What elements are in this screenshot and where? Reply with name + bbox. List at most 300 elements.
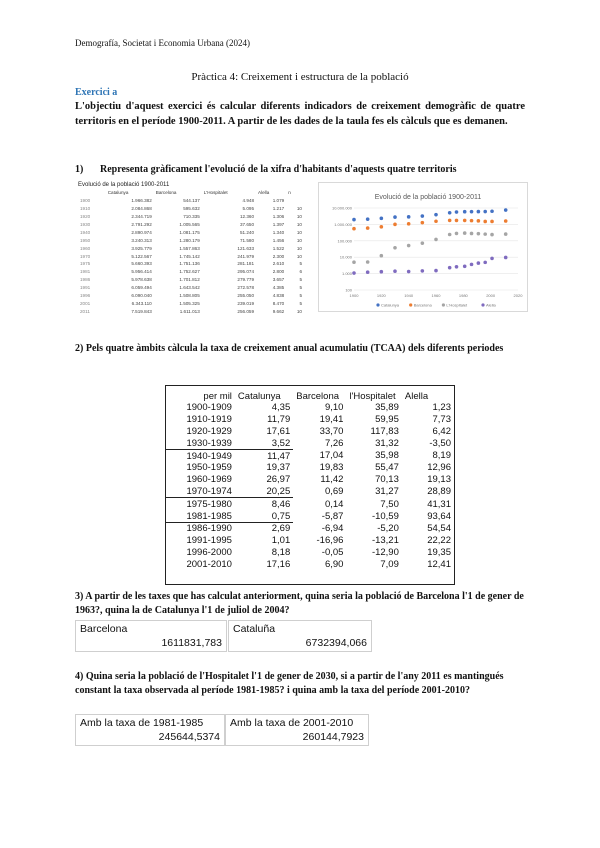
population-table-cell: 1.217 <box>272 206 285 212</box>
population-table-cell: 10 <box>296 245 302 251</box>
chart-point-barcelona <box>421 221 425 225</box>
population-table-cell: 5.978.638 <box>131 277 152 283</box>
population-table-cell: 1991 <box>80 285 91 291</box>
chart-point-barcelona <box>380 225 384 229</box>
result-catalunya-value: 6732394,066 <box>305 637 367 649</box>
tcaa-value-cell: 26,97 <box>266 474 291 486</box>
population-table-cell: 595.632 <box>183 206 200 212</box>
chart-point-lhospitalet <box>483 232 487 236</box>
chart-point-alella <box>393 269 397 273</box>
population-table-cell: 6 <box>299 269 302 275</box>
population-table-cell: 239.019 <box>237 300 255 306</box>
tcaa-value-cell: 11,42 <box>320 474 344 486</box>
population-table-cell: 1.966.382 <box>131 198 152 204</box>
tcaa-value-cell: 33,70 <box>319 425 344 437</box>
population-table-cell: 279.779 <box>237 277 255 283</box>
tcaa-period-cell: 1930-1939 <box>166 437 235 449</box>
chart-xtick-label: 2000 <box>486 293 496 298</box>
result-barcelona-label: Barcelona <box>80 623 128 635</box>
population-table-cell: 5 <box>299 261 302 267</box>
tcaa-value-cell: 17,61 <box>266 425 291 437</box>
tcaa-header-alella: Alella <box>404 390 429 402</box>
population-table-cell: 6.090.040 <box>131 293 152 299</box>
tcaa-value-cell: 12,41 <box>427 558 451 570</box>
chart-point-alella <box>366 270 370 274</box>
result-rate-2001-box <box>225 714 369 746</box>
document-header: Demografía, Societat i Economia Urbana (2024) <box>75 38 250 48</box>
tcaa-period-cell: 1940-1949 <box>186 450 232 462</box>
tcaa-value-cell: 11,79 <box>267 414 291 426</box>
population-table-header: Alella <box>258 190 270 196</box>
population-table-row <box>78 213 304 221</box>
population-table-cell: 1975 <box>80 261 91 267</box>
population-table-cell: 1.557.863 <box>179 245 200 251</box>
tcaa-value-cell: 1,23 <box>432 402 451 414</box>
population-chart <box>318 182 528 312</box>
tcaa-value-cell: 93,64 <box>427 510 451 522</box>
population-table-cell: 1930 <box>80 222 91 227</box>
population-table-cell: 2.791.292 <box>131 222 152 227</box>
tcaa-value-cell: -5,20 <box>377 523 399 535</box>
chart-point-alella <box>407 270 411 274</box>
population-table-cell: 5.956.414 <box>131 269 152 275</box>
chart-xtick-label: 1940 <box>404 293 414 298</box>
population-table-cell: 1.456 <box>272 237 285 243</box>
tcaa-value-cell: 0,75 <box>235 510 293 522</box>
tcaa-period-cell: 1981-1985 <box>166 510 235 522</box>
result-rate-2001-value: 260144,7923 <box>302 731 364 743</box>
tcaa-value-cell: 8,18 <box>271 546 291 558</box>
population-table-cell: 9.662 <box>272 308 285 314</box>
population-table-cell: 71.580 <box>239 237 255 243</box>
chart-point-catalunya <box>421 214 425 218</box>
chart-point-alella <box>380 270 384 274</box>
population-table-cell: 1920 <box>80 214 91 220</box>
tcaa-value-cell: 28,89 <box>427 486 451 498</box>
chart-point-barcelona <box>483 220 487 224</box>
tcaa-value-cell: 2,69 <box>271 523 291 535</box>
population-table-cell: 51.240 <box>239 229 255 235</box>
chart-xtick-label: 1900 <box>349 293 359 298</box>
population-table-cell: 3.657 <box>272 277 285 283</box>
population-table-cell: 1900 <box>80 198 91 204</box>
question-2-text: 2) Pels quatre àmbits càlcula la taxa de creixement anual acumulatiu (TCAA) dels diferents periodes <box>75 343 504 354</box>
tcaa-value-cell: 7,09 <box>380 558 399 570</box>
tcaa-table-row <box>166 474 454 486</box>
population-table-cell: 2.300 <box>272 253 285 259</box>
result-rate-2001-label: Amb la taxa de 2001-2010 <box>230 717 354 729</box>
population-table-header <box>78 189 106 197</box>
tcaa-period-cell: 1960-1969 <box>186 474 232 486</box>
population-table-cell: 2.800 <box>272 269 285 275</box>
tcaa-table-row <box>166 426 454 438</box>
chart-point-alella <box>463 264 467 268</box>
tcaa-header-barcelona: Barcelona <box>296 390 340 402</box>
chart-xtick-label: 1960 <box>431 293 441 298</box>
population-table-cell: 1.752.627 <box>179 269 200 275</box>
chart-legend-label: Alella <box>486 302 496 308</box>
population-table-cell: 5 <box>299 277 302 283</box>
chart-point-alella <box>490 257 494 261</box>
chart-point-barcelona <box>504 219 508 223</box>
tcaa-value-cell: 54,54 <box>427 523 451 535</box>
population-table-cell: 8.470 <box>272 300 285 306</box>
population-table-cell: 5 <box>299 300 302 306</box>
population-table-cell: 1.081.175 <box>179 229 200 235</box>
population-table-row <box>78 260 304 268</box>
chart-point-catalunya <box>477 210 481 214</box>
chart-point-lhospitalet <box>455 232 459 236</box>
population-table-cell: 2011 <box>80 308 90 314</box>
population-table-row <box>78 307 304 315</box>
population-table-cell: 1960 <box>80 245 91 251</box>
chart-point-catalunya <box>380 217 384 221</box>
population-table-header-row <box>78 189 304 197</box>
chart-ytick-label: 1.000.000 <box>334 221 352 227</box>
chart-point-catalunya <box>463 210 467 214</box>
tcaa-table-row <box>166 414 454 426</box>
chart-point-catalunya <box>504 208 508 212</box>
population-table-cell: 4.385 <box>272 285 285 291</box>
chart-point-lhospitalet <box>393 246 397 250</box>
population-table-row <box>78 284 304 292</box>
chart-point-catalunya <box>393 215 397 219</box>
tcaa-table-row <box>166 547 454 559</box>
tcaa-period-cell: 1986-1990 <box>186 523 232 535</box>
tcaa-value-cell: -3,50 <box>429 438 451 450</box>
chart-legend-marker <box>376 303 379 306</box>
chart-point-barcelona <box>455 219 459 223</box>
tcaa-table-row <box>166 450 454 462</box>
result-rate-1981-box <box>75 714 225 746</box>
population-table-cell: 1.397 <box>272 222 285 227</box>
population-table-cell: 1986 <box>80 277 91 283</box>
tcaa-period-cell: 1900-1909 <box>186 402 232 414</box>
chart-xtick-label: 1980 <box>458 293 468 298</box>
population-table-cell: 3.925.779 <box>131 245 152 251</box>
question-1-text: Representa gràficament l'evolució de la xifra d'habitants d'aquests quatre territoris <box>100 164 457 175</box>
chart-legend-marker <box>481 303 484 306</box>
population-table-cell: 710.335 <box>183 214 200 220</box>
tcaa-period-cell: 2001-2010 <box>186 558 232 570</box>
tcaa-value-cell: 19,35 <box>427 546 451 558</box>
tcaa-value-cell: 17,04 <box>319 450 344 462</box>
population-table-header: Catalunya <box>107 190 129 196</box>
population-table-cell: 7.519.843 <box>131 308 152 314</box>
tcaa-value-cell: 6,42 <box>432 425 451 437</box>
population-table-cell: 5.095 <box>242 206 255 212</box>
chart-point-catalunya <box>455 210 459 214</box>
chart-point-barcelona <box>366 226 370 230</box>
tcaa-period-cell: 1920-1929 <box>186 425 232 437</box>
population-table-cell <box>286 197 304 205</box>
chart-legend-marker <box>442 303 445 306</box>
population-table-cell: 10 <box>296 222 302 227</box>
population-table-cell: 1.505.325 <box>179 300 200 306</box>
chart-point-lhospitalet <box>504 232 508 236</box>
tcaa-value-cell: 1,01 <box>271 535 291 547</box>
tcaa-period-cell: 1975-1980 <box>186 498 232 510</box>
tcaa-table-row <box>166 510 454 522</box>
population-table-body <box>78 197 304 315</box>
chart-legend-label: L'Hospitalet <box>446 302 468 308</box>
population-table-cell: 4.948 <box>242 198 255 204</box>
chart-point-catalunya <box>407 215 411 219</box>
tcaa-value-cell: 8,19 <box>432 450 451 462</box>
population-table-cell: 1996 <box>80 293 91 299</box>
population-table-cell: 272.578 <box>237 285 255 291</box>
population-table-cell: 5.660.393 <box>131 261 152 267</box>
tcaa-value-cell: 12,96 <box>427 462 451 474</box>
population-table-cell: 12.360 <box>239 214 255 220</box>
tcaa-table-row <box>166 558 454 570</box>
tcaa-table-row <box>166 522 454 534</box>
population-table-cell: 1970 <box>80 253 91 259</box>
tcaa-period-cell: 1950-1959 <box>186 462 232 474</box>
population-table-cell: 10 <box>296 214 302 220</box>
chart-ytick-label: 1.000 <box>341 271 352 277</box>
result-catalunya-label: Cataluña <box>233 623 276 635</box>
tcaa-value-cell: 7,50 <box>380 498 399 510</box>
chart-point-catalunya <box>470 210 474 214</box>
tcaa-value-cell: 8,46 <box>271 498 291 510</box>
tcaa-value-cell: 22,22 <box>427 535 451 547</box>
tcaa-value-cell: -16,96 <box>316 535 344 547</box>
population-table-header: Barcelona <box>155 190 177 196</box>
practice-title: Pràctica 4: Creixement i estructura de la població <box>191 71 409 83</box>
chart-ytick-label: 100 <box>345 287 352 293</box>
tcaa-table-row <box>166 498 454 510</box>
population-table-row <box>78 236 304 244</box>
chart-point-alella <box>504 256 508 260</box>
chart-xtick-label: 1920 <box>376 293 386 298</box>
chart-point-catalunya <box>483 210 487 214</box>
chart-point-lhospitalet <box>352 260 356 264</box>
tcaa-value-cell: 6,90 <box>324 558 344 570</box>
result-rate-1981-value: 245644,5374 <box>158 731 220 743</box>
tcaa-header-period: per mil <box>203 390 232 402</box>
tcaa-value-cell: 70,13 <box>375 474 399 486</box>
tcaa-period-cell: 1910-1919 <box>186 414 232 426</box>
chart-point-lhospitalet <box>463 231 467 235</box>
tcaa-value-cell: 7,26 <box>324 438 344 450</box>
population-table-cell: 10 <box>296 229 302 235</box>
chart-legend-marker <box>409 303 412 306</box>
population-table-cell: 2.084.868 <box>131 206 152 212</box>
tcaa-table-row <box>166 437 454 449</box>
chart-point-lhospitalet <box>380 254 384 258</box>
tcaa-value-cell: 31,27 <box>375 486 399 498</box>
chart-point-alella <box>434 269 438 273</box>
chart-ytick-label: 10.000.000 <box>331 205 352 211</box>
tcaa-value-cell: 0,69 <box>324 486 344 498</box>
population-table-cell: 5.122.567 <box>131 253 152 259</box>
population-table-cell: 1950 <box>80 237 91 243</box>
population-table-row <box>78 197 304 205</box>
population-table-cell: 4.838 <box>272 293 285 299</box>
chart-point-alella <box>483 261 487 265</box>
population-table-cell: 37.650 <box>239 222 255 227</box>
tcaa-value-cell: 55,47 <box>375 462 399 474</box>
tcaa-value-cell: 17,16 <box>266 558 291 570</box>
tcaa-value-cell: 19,37 <box>266 462 291 474</box>
tcaa-value-cell: 7,73 <box>432 414 451 426</box>
tcaa-period-cell: 1970-1974 <box>166 486 235 498</box>
population-table-cell: 1910 <box>80 206 91 212</box>
chart-point-alella <box>421 269 425 273</box>
result-barcelona-box <box>75 620 227 652</box>
chart-point-catalunya <box>448 211 452 215</box>
tcaa-table-body <box>166 402 454 570</box>
population-table-cell: 10 <box>296 308 302 314</box>
population-table-cell: 1.340 <box>272 229 285 235</box>
chart-point-lhospitalet <box>366 260 370 264</box>
tcaa-value-cell: -10,59 <box>371 510 399 522</box>
population-table-cell: 6.059.494 <box>131 285 152 291</box>
tcaa-value-cell: 59,95 <box>375 414 399 426</box>
tcaa-period-cell: 1991-1995 <box>186 535 232 547</box>
result-rate-1981-label: Amb la taxa de 1981-1985 <box>80 717 204 729</box>
population-table-cell: 5 <box>299 293 302 299</box>
tcaa-value-cell: -13,21 <box>371 535 399 547</box>
population-table-cell: 1.611.013 <box>179 308 200 314</box>
population-table-cell: 1.306 <box>272 214 285 220</box>
population-table-cell: 241.979 <box>237 253 255 259</box>
tcaa-value-cell: 19,41 <box>319 414 344 426</box>
tcaa-value-cell: 31,32 <box>375 438 399 450</box>
chart-point-lhospitalet <box>421 241 425 245</box>
population-table-cell: 1940 <box>80 229 91 235</box>
chart-ytick-label: 100.000 <box>337 238 352 244</box>
question-4-text: 4) Quina seria la població de l'Hospitalet l'1 de gener de 2030, si a partir de l'any 2011 es mantingués constant la taxa observada al període 1981-1985? i quina amb la taxa del període 2001-2010? <box>75 671 504 696</box>
population-table-row <box>78 244 304 252</box>
population-table-cell: 1.079 <box>272 198 285 204</box>
population-table-cell: 1.751.136 <box>179 261 200 267</box>
result-catalunya-box <box>228 620 372 652</box>
tcaa-value-cell: 11,47 <box>267 450 291 462</box>
chart-point-barcelona <box>448 219 452 223</box>
chart-point-lhospitalet <box>490 233 494 237</box>
population-table-caption: Evolució de la població 1900-2011 <box>78 182 170 188</box>
population-table-cell: 1.280.179 <box>179 237 200 243</box>
tcaa-value-cell: 41,31 <box>427 498 451 510</box>
result-barcelona-value: 1611831,783 <box>161 637 222 649</box>
tcaa-value-cell: 117,83 <box>370 425 399 437</box>
chart-point-alella <box>455 265 459 269</box>
population-table-cell: 295.074 <box>237 269 255 275</box>
chart-point-lhospitalet <box>470 232 474 236</box>
population-table-cell: 2001 <box>80 300 91 306</box>
tcaa-table-row <box>166 402 454 414</box>
chart-point-barcelona <box>477 219 481 223</box>
chart-point-alella <box>470 263 474 267</box>
population-table-cell: 1.745.142 <box>179 253 200 259</box>
tcaa-value-cell: 20,25 <box>235 486 293 498</box>
chart-point-alella <box>448 266 452 270</box>
tcaa-value-cell: 35,98 <box>375 450 399 462</box>
population-table-cell: 6.343.110 <box>131 300 152 306</box>
intro-paragraph: L'objectiu d'aquest exercici és calcular diferents indicadors de creixement demogràfic de quatre territoris en el període 1900-2011. A partir de les dades de la taula fes els càlculs que es demanen. <box>75 101 525 127</box>
population-table-cell: 10 <box>296 206 302 212</box>
tcaa-value-cell: -12,90 <box>371 546 399 558</box>
tcaa-value-cell: 9,10 <box>324 402 344 414</box>
chart-point-lhospitalet <box>477 232 481 236</box>
tcaa-value-cell: 19,83 <box>319 462 344 474</box>
chart-point-catalunya <box>352 218 356 222</box>
population-table-cell: 281.181 <box>237 261 255 267</box>
population-table-row <box>78 268 304 276</box>
chart-ytick-label: 10.000 <box>339 254 352 260</box>
tcaa-value-cell: 3,52 <box>235 437 293 449</box>
chart-point-lhospitalet <box>448 233 452 237</box>
tcaa-value-cell: 0,14 <box>324 498 344 510</box>
population-table-cell: 1.005.565 <box>179 222 200 227</box>
chart-xtick-label: 2020 <box>513 293 523 298</box>
population-table-cell: 544.137 <box>183 198 200 204</box>
population-table-cell: 1.522 <box>272 245 285 251</box>
chart-point-barcelona <box>463 219 467 223</box>
chart-legend-label: Catalunya <box>381 302 400 308</box>
tcaa-table-row <box>166 535 454 547</box>
population-table-cell: 10 <box>296 237 302 243</box>
population-table-row <box>78 299 304 307</box>
chart-point-catalunya <box>366 217 370 221</box>
tcaa-header-catalunya: Catalunya <box>237 390 281 402</box>
tcaa-table-header-row <box>166 386 454 402</box>
population-table-row <box>78 228 304 236</box>
population-table-header: n <box>288 190 291 196</box>
chart-point-barcelona <box>490 220 494 224</box>
tcaa-header-hospitalet: l'Hospitalet <box>349 390 396 402</box>
population-table-cell: 3.240.313 <box>131 237 152 243</box>
population-table-cell: 1981 <box>80 269 91 275</box>
population-table-cell: 1.701.812 <box>179 277 200 283</box>
population-table-cell: 1.508.805 <box>179 293 200 299</box>
population-table-row <box>78 205 304 213</box>
question-1-number: 1) <box>75 164 84 175</box>
population-table-row <box>78 276 304 284</box>
population-table-cell: 10 <box>296 253 302 259</box>
tcaa-period-cell: 1996-2000 <box>186 546 232 558</box>
chart-point-alella <box>477 261 481 265</box>
chart-title: Evolució de la població 1900-2011 <box>374 194 482 201</box>
chart-point-barcelona <box>470 219 474 223</box>
chart-point-barcelona <box>393 223 397 227</box>
population-table <box>78 182 304 315</box>
population-table-row <box>78 221 304 229</box>
population-table-cell: 2.610 <box>272 261 285 267</box>
tcaa-value-cell: 19,13 <box>427 474 451 486</box>
population-table-row <box>78 292 304 300</box>
chart-point-barcelona <box>352 227 356 231</box>
population-table-cell: 121.633 <box>237 245 255 251</box>
chart-point-catalunya <box>434 213 438 217</box>
tcaa-table-row <box>166 462 454 474</box>
tcaa-value-cell: -5,87 <box>321 510 344 522</box>
tcaa-value-cell: 35,89 <box>375 402 399 414</box>
exercise-label: Exercici a <box>75 87 118 98</box>
chart-point-lhospitalet <box>434 238 438 242</box>
population-table-cell: 1.643.542 <box>179 285 200 291</box>
chart-point-lhospitalet <box>407 244 411 248</box>
chart-point-catalunya <box>490 209 494 213</box>
question-3-text: 3) A partir de les taxes que has calculat anteriorment, quina seria la població de Barcelona l'1 de gener de 1963?, quina la de Catalunya l'1 de juliol de 2004? <box>75 591 524 616</box>
population-table-cell: 2.344.719 <box>131 214 152 220</box>
chart-point-barcelona <box>407 222 411 226</box>
tcaa-value-cell: 4,35 <box>271 402 291 414</box>
population-table-cell: 255.050 <box>237 293 255 299</box>
tcaa-table-row <box>166 486 454 498</box>
